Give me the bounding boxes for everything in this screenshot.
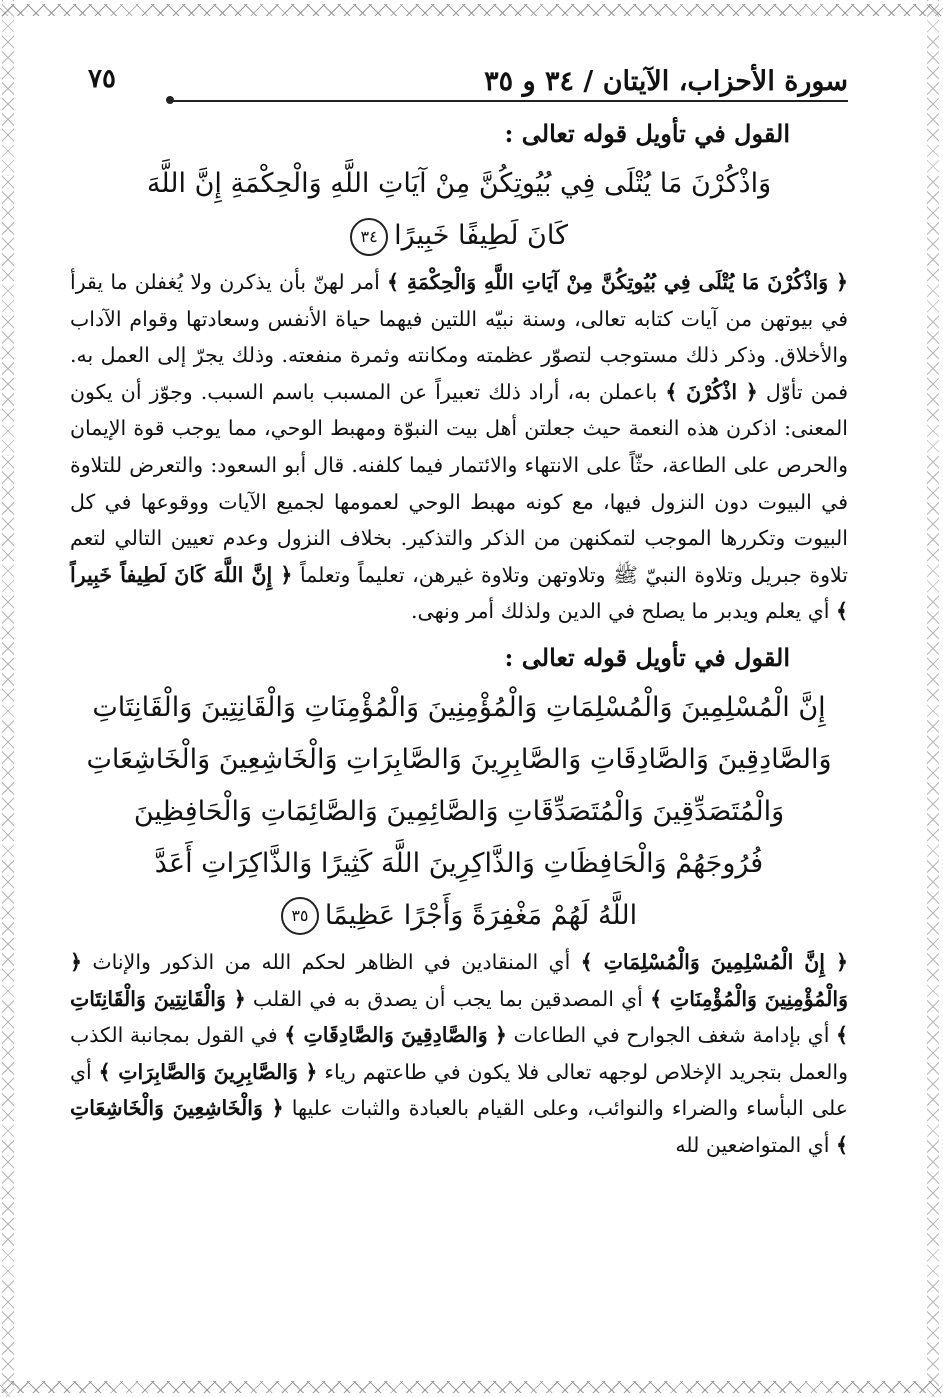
section-heading-1: القول في تأويل قوله تعالى : xyxy=(504,119,790,148)
header-rule xyxy=(168,100,848,102)
quoted-verse: ﴿ وَاذْكُرْنَ مَا يُتْلَى فِي بُيُوتِكُنَّ مِنْ آيَاتِ اللَّهِ وَالْحِكْمَةِ ﴾ xyxy=(387,270,848,294)
verse-line: وَاذْكُرْنَ مَا يُتْلَى فِي بُيُوتِكُنَّ مِنْ آيَاتِ اللَّهِ وَالْحِكْمَةِ إِنَّ اللَّهَ xyxy=(146,168,772,199)
running-title: سورة الأحزاب، الآيتان / ٣٤ و ٣٥ xyxy=(484,66,848,97)
verse-line: إِنَّ الْمُسْلِمِينَ وَالْمُسْلِمَاتِ وَالْمُؤْمِنِينَ وَالْمُؤْمِنَاتِ وَالْقَانِتِينَ وَالْقَانِتَاتِ xyxy=(92,691,826,723)
quran-verse-34 xyxy=(70,158,848,262)
verse-line: كَانَ لَطِيفًا خَبِيرًا٣٤ xyxy=(74,210,844,262)
commentary-text: أمر لهنّ بأن يذكرن ولا يُغفلن ما يقرأ في بيوتهن من آيات كتابه تعالى، وسنة نبيّه اللتين فيهما حياة الأنفس وسعادتها وقوام الآداب والأخلاق. وذكر ذلك مستوجب لتصوّر عظمته ومكانته وثمرة منفعته. وذلك يجرّ إلى العمل به. فمن تأوّل xyxy=(70,270,848,404)
verse-line: وَالْمُتَصَدِّقِينَ وَالْمُتَصَدِّقَاتِ وَالصَّائِمِينَ وَالصَّائِمَاتِ وَالْحَافِظِينَ xyxy=(133,795,785,827)
quran-verse-35 xyxy=(70,682,848,942)
quoted-verse: ﴿ اذْكُرْنَ ﴾ xyxy=(665,379,758,404)
quoted-verse: ﴿ وَالْمُؤْمِنِينَ وَالْمُؤْمِنَاتِ ﴾ xyxy=(70,949,848,1011)
quoted-verse: ﴿ إِنَّ الْمُسْلِمِينَ وَالْمُسْلِمَاتِ ﴾ xyxy=(580,949,848,974)
section-heading-2: القول في تأويل قوله تعالى : xyxy=(504,642,790,672)
page-number: ٧٥ xyxy=(88,64,116,94)
header-rule-dot xyxy=(166,96,174,104)
commentary-text: أي يعلم ويدبر ما يصلح في الدين ولذلك أمر ونهى. xyxy=(410,599,836,624)
decorative-border-top xyxy=(0,4,943,16)
verse-number-badge: ٣٥ xyxy=(281,897,319,935)
commentary-text: باعملن به، أراد ذلك تعبيراً عن المسبب باسم السبب. وجوّز أن يكون المعنى: اذكرن هذه النعمة حيث جعلتن أهل بيت النبوّة ومهبط الوحي، مما يوجب قوة الإيمان والحرص على الطاعة، حثّاً على الانتهاء والائتمار فيما كلفنه. قال أبو السعود: والتعرض للتلاوة في البيوت دون النزول فيها، مع كونه مهبط الوحي لعمومها لجميع الآيات ووقوعها في كل البيوت وتكررها الموجب لتمكنهن من الذكر والتذكير. بخلاف النزول وعدم تعيين التالي لتعم تلاوة جبريل وتلاوة النبيّ ﷺ وتلاوتهن وتلاوة غيرهن، تعليماً وتعلماً xyxy=(70,379,848,587)
decorative-border-right xyxy=(927,0,939,1397)
commentary-text: أي بإدامة شغف الجوارح في الطاعات xyxy=(506,1023,836,1048)
book-page xyxy=(70,58,848,1368)
verse-line: وَالصَّادِقِينَ وَالصَّادِقَاتِ وَالصَّابِرِينَ وَالصَّابِرَاتِ وَالْخَاشِعِينَ وَالْخَاشِعَاتِ xyxy=(86,743,832,775)
commentary-text: في القول بمجانبة الكذب والعمل بتجريد الإخلاص لوجهه تعالى فلا يكون في طاعتهم رياء xyxy=(70,1023,848,1084)
decorative-border-left xyxy=(2,0,14,1397)
quoted-verse: ﴿ وَالصَّابِرِينَ وَالصَّابِرَاتِ ﴾ xyxy=(98,1059,318,1084)
decorative-border-bottom xyxy=(0,1381,943,1393)
verse-line: اللَّهُ لَهُمْ مَغْفِرَةً وَأَجْرًا عَظِيمًا٣٥ xyxy=(74,890,844,942)
quoted-verse: ﴿ وَالْقَانِتِينَ وَالْقَانِتَاتِ ﴾ xyxy=(70,986,849,1048)
commentary-text: أي المصدقين بما يجب أن يصدق به في القلب xyxy=(245,986,651,1011)
commentary-paragraph-2 xyxy=(70,944,848,1164)
commentary-text: أي المنقادين في الظاهر لحكم الله من الذكور والإناث xyxy=(82,949,581,974)
commentary-paragraph-1 xyxy=(70,264,848,630)
quoted-verse: ﴿ وَالصَّادِقِينَ وَالصَّادِقَاتِ ﴾ xyxy=(284,1023,507,1048)
verse-number-badge: ٣٤ xyxy=(350,218,388,256)
commentary-text: أي على البأساء والضراء والنوائب، وعلى القيام بالعبادة والثبات عليها xyxy=(70,1059,848,1121)
quoted-verse: ﴿ وَالْخَاشِعِينَ وَالْخَاشِعَاتِ ﴾ xyxy=(70,1096,848,1157)
commentary-text: أي المتواضعين لله xyxy=(675,1132,836,1157)
page-header xyxy=(70,58,848,106)
verse-line: فُرُوجَهُمْ وَالْحَافِظَاتِ وَالذَّاكِرِينَ اللَّهَ كَثِيرًا وَالذَّاكِرَاتِ أَعَدَّ xyxy=(154,847,764,879)
quoted-verse: ﴿ إِنَّ اللَّهَ كَانَ لَطِيفاً خَبِيراً ﴾ xyxy=(70,562,848,624)
